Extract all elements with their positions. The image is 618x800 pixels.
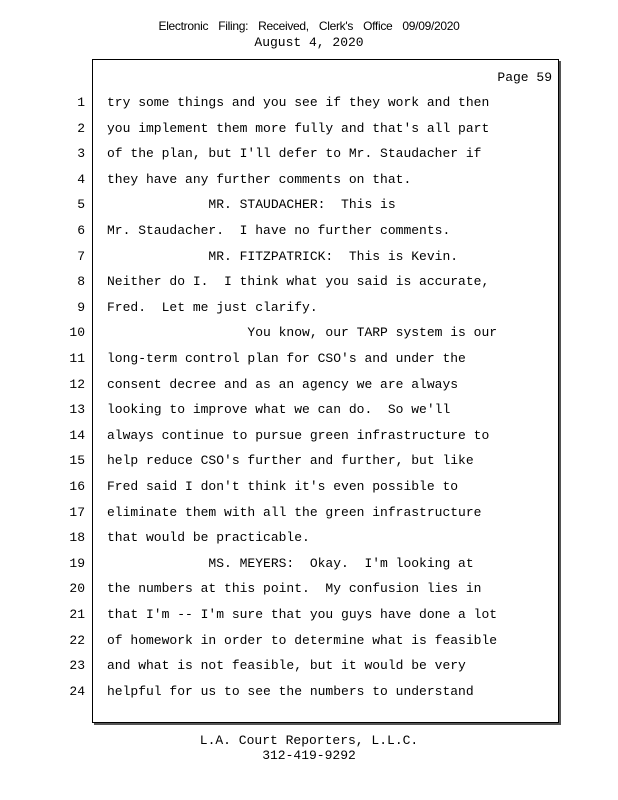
- line-number: 18: [69, 530, 85, 545]
- line-text: they have any further comments on that.: [107, 172, 412, 187]
- line-number: 15: [69, 453, 85, 468]
- line-text: MR. STAUDACHER: This is: [107, 197, 396, 212]
- line-number: 7: [77, 249, 85, 264]
- line-number: 6: [77, 223, 85, 238]
- line-text: the numbers at this point. My confusion lies in: [107, 581, 482, 596]
- line-text: MR. FITZPATRICK: This is Kevin.: [107, 249, 459, 264]
- line-text: and what is not feasible, but it would be very: [107, 658, 466, 673]
- line-number: 9: [77, 300, 85, 315]
- line-text: help reduce CSO's further and further, but like: [107, 453, 474, 468]
- line-text: of the plan, but I'll defer to Mr. Staudacher if: [107, 146, 482, 161]
- line-text: that would be practicable.: [107, 530, 310, 545]
- line-text: Neither do I. I think what you said is accurate,: [107, 274, 490, 289]
- line-number: 12: [69, 377, 85, 392]
- line-number: 8: [77, 274, 85, 289]
- line-number: 11: [69, 351, 85, 366]
- line-text: Fred said I don't think it's even possible to: [107, 479, 459, 494]
- line-text: Mr. Staudacher. I have no further comments.: [107, 223, 451, 238]
- line-number: 23: [69, 658, 85, 673]
- line-text: long-term control plan for CSO's and under the: [107, 351, 466, 366]
- court-reporter-phone: 312-419-9292: [262, 748, 356, 763]
- line-number: 24: [69, 684, 85, 699]
- transcript-date: August 4, 2020: [254, 35, 364, 50]
- line-text: You know, our TARP system is our: [107, 325, 498, 340]
- line-number: 19: [69, 556, 85, 571]
- line-number: 1: [77, 95, 85, 110]
- line-number: 16: [69, 479, 85, 494]
- page-number: Page 59: [497, 70, 552, 85]
- line-number: 20: [69, 581, 85, 596]
- line-text: try some things and you see if they work and then: [107, 95, 490, 110]
- line-text: always continue to pursue green infrastructure to: [107, 428, 490, 443]
- line-text: Fred. Let me just clarify.: [107, 300, 318, 315]
- line-text: consent decree and as an agency we are always: [107, 377, 459, 392]
- line-text: MS. MEYERS: Okay. I'm looking at: [107, 556, 474, 571]
- line-number: 10: [69, 325, 85, 340]
- court-reporter-name: L.A. Court Reporters, L.L.C.: [199, 733, 419, 748]
- line-number: 4: [77, 172, 85, 187]
- line-text: helpful for us to see the numbers to understand: [107, 684, 474, 699]
- line-number: 21: [69, 607, 85, 622]
- line-number: 14: [69, 428, 85, 443]
- line-number: 17: [69, 505, 85, 520]
- line-text: of homework in order to determine what is feasible: [107, 633, 498, 648]
- line-number: 2: [77, 121, 85, 136]
- filing-stamp: Electronic Filing: Received, Clerk's Office 09/09/2020: [158, 19, 460, 33]
- line-number: 3: [77, 146, 85, 161]
- line-number: 22: [69, 633, 85, 648]
- line-text: eliminate them with all the green infrastructure: [107, 505, 482, 520]
- line-text: you implement them more fully and that's all part: [107, 121, 490, 136]
- line-text: that I'm -- I'm sure that you guys have done a lot: [107, 607, 498, 622]
- line-number: 5: [77, 197, 85, 212]
- line-number: 13: [69, 402, 85, 417]
- line-text: looking to improve what we can do. So we'll: [107, 402, 451, 417]
